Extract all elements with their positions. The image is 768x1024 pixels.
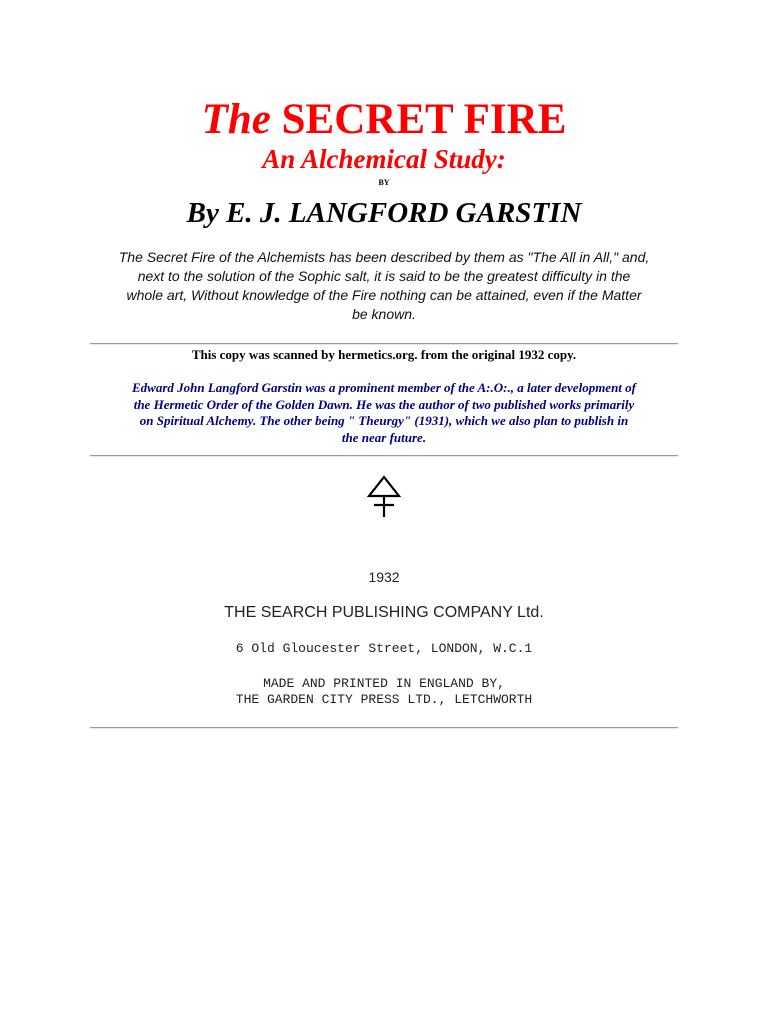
scan-note: This copy was scanned by hermetics.org. from the original 1932 copy. [191, 347, 577, 362]
publisher-name: THE SEARCH PUBLISHING COMPANY Ltd. [224, 604, 544, 621]
printer-line: THE GARDEN CITY PRESS LTD., LETCHWORTH [235, 692, 533, 707]
book-title-article: The [201, 96, 271, 143]
by-label: BY [378, 178, 390, 187]
printer-line: MADE AND PRINTED IN ENGLAND BY, [263, 676, 505, 691]
bio-line: Edward John Langford Garstin was a prominent member of the A:.O:., a later development of [131, 380, 636, 395]
intro-line: next to the solution of the Sophic salt, it is said to be the greatest difficulty in the [137, 268, 631, 284]
divider [90, 455, 678, 457]
bio-line: on Spiritual Alchemy. The other being " Theurgy" (1931), which we also plan to publish in [139, 413, 629, 428]
intro-line: whole art, Without knowledge of the Fire nothing can be attained, even if the Matter [126, 287, 642, 303]
author-name: By E. J. LANGFORD GARSTIN [186, 197, 582, 229]
publisher-address: 6 Old Gloucester Street, LONDON, W.C.1 [235, 641, 533, 656]
intro-line: be known. [352, 306, 416, 322]
book-subtitle: An Alchemical Study: [262, 144, 506, 174]
bio-line: the near future. [341, 429, 427, 445]
book-title [90, 96, 678, 144]
bio-line: the Hermetic Order of the Golden Dawn. He was the author of two published works primarily [133, 396, 635, 412]
author-bio [90, 380, 678, 446]
printer-credit [90, 676, 678, 708]
intro-paragraph [90, 248, 678, 324]
book-title-main: SECRET FIRE [281, 96, 567, 143]
intro-line: The Secret Fire of the Alchemists has been described by them as "The All in All," and, [118, 249, 650, 265]
alchemical-sulphur-icon [364, 474, 404, 518]
publication-year: 1932 [368, 569, 400, 585]
divider [90, 727, 678, 729]
divider [90, 343, 678, 345]
